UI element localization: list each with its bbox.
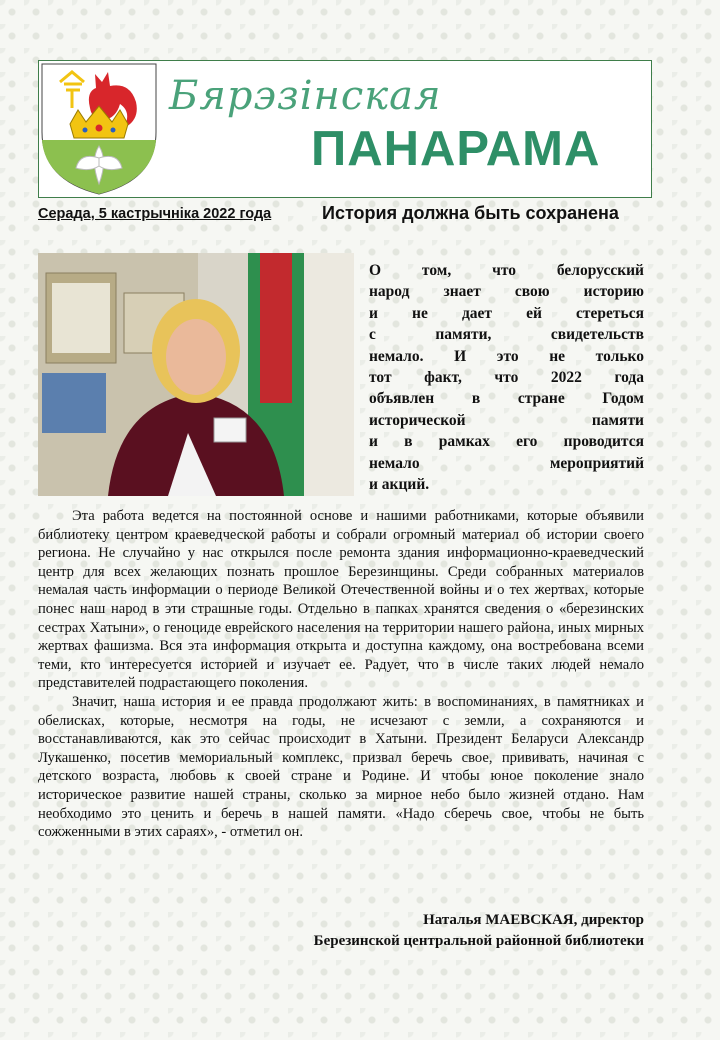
author-photo bbox=[38, 253, 354, 496]
body-paragraph-1: Эта работа ведется на постоянной основе и нашими работниками, которые объявили библиотеку центром краеведческой работы и собрали огромный материал об истории своего региона. Не случайно у нас открылся после ремонта здания информационно-краеведческий центр для всех желающих познать прошлое Березинщины. Среди собранных материалов немалая часть информации о периоде Великой Отечественной войны и о тех жертвах, которые понес наш народ в эти страшные годы. Отдельно в папках хранятся сведения о «березинских сестрах Хатыни», о геноциде еврейского населения на территории нашего района, иных мирных жертвах фашизма. Вся эта информация открыта и доступна каждому, она востребована всеми теми, кто интересуется историей и изучает ее. Радует, что в числе таких людей немало представителей подрастающего поколения. bbox=[38, 508, 644, 692]
lead-line: и не дает ей стереться bbox=[369, 304, 644, 322]
lead-line: немало. И это не только bbox=[369, 347, 644, 365]
lead-line: объявлен в стране Годом bbox=[369, 390, 644, 408]
author-signature bbox=[314, 910, 644, 951]
article-body bbox=[38, 507, 644, 842]
newspaper-title-line1: Бярэзінская bbox=[169, 73, 442, 119]
signature-name: Наталья МАЕВСКАЯ, директор bbox=[423, 912, 644, 928]
newspaper-header bbox=[38, 60, 652, 198]
lead-paragraph bbox=[369, 260, 644, 495]
lead-line: немало мероприятий bbox=[369, 454, 644, 472]
lead-line: тот факт, что 2022 года bbox=[369, 369, 644, 387]
lead-line: исторической памяти bbox=[369, 411, 644, 429]
newspaper-title-line2: ПАНАРАМА bbox=[311, 122, 601, 176]
lead-line: народ знает свою историю bbox=[369, 283, 644, 301]
lead-line: О том, что белорусский bbox=[369, 262, 644, 279]
issue-date: Серада, 5 кастрычніка 2022 года bbox=[38, 206, 272, 222]
lead-line: с памяти, свидетельств bbox=[369, 326, 644, 344]
lead-line: и в рамках его проводится bbox=[369, 433, 644, 451]
coat-of-arms-icon bbox=[40, 62, 158, 196]
article-headline: История должна быть сохранена bbox=[322, 203, 619, 223]
lead-line: и акций. bbox=[369, 476, 430, 494]
body-paragraph-2: Значит, наша история и ее правда продолжают жить: в воспоминаниях, в памятниках и обелисках, которые, несмотря на годы, не исчезают с земли, а сохраняются и восстанавливаются, как это сейчас происходит в Хатыни. Президент Беларуси Александр Лукашенко, посетив мемориальный комплекс, призвал беречь свое, прививать, начиная с детского возраста, любовь к своей стране и Родине. И чтобы юное поколение знало историческое развитие нашей страны, сколько за мирное небо было жизней отдано. Нам необходимо это ценить и беречь в нашей памяти. «Надо сберечь свое, чтобы не быть сожженными в этих сараях», - отметил он. bbox=[38, 693, 644, 841]
signature-position: Березинской центральной районной библиотеки bbox=[313, 932, 644, 949]
